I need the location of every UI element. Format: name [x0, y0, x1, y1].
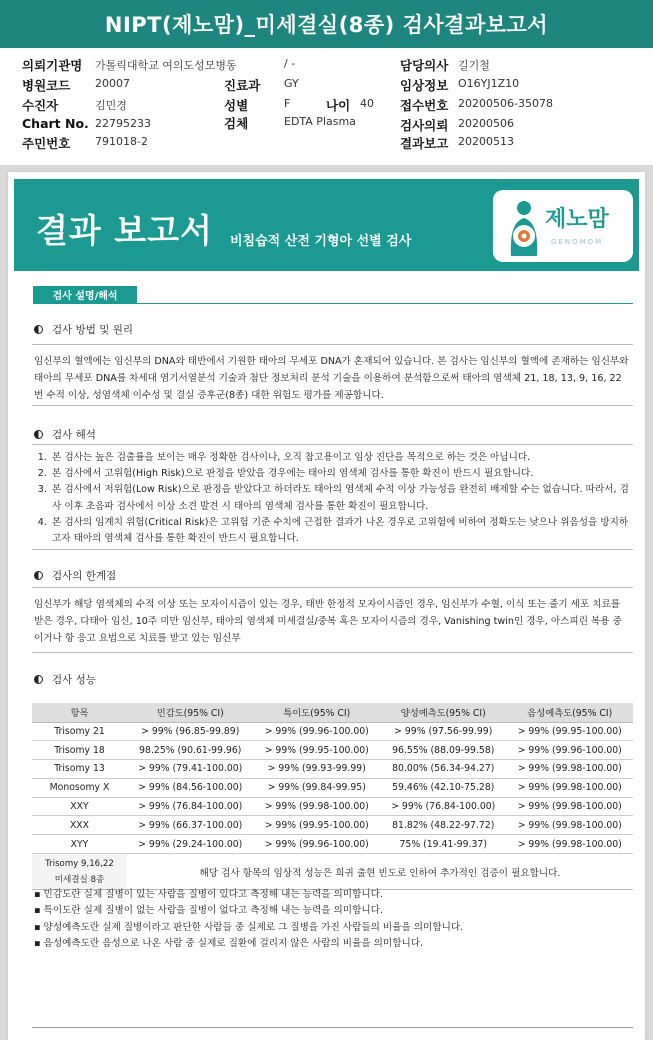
table-cell: > 99% (99.84-99.95): [254, 778, 381, 797]
chart-no-value: 22795233: [95, 117, 151, 130]
recipient-value: 김민경: [95, 99, 127, 112]
method-heading: [34, 322, 133, 337]
banner-subtitle: 비침습적 산전 기형아 선별 검사: [230, 234, 412, 249]
table-row-extra: [32, 854, 633, 890]
table-cell: > 99% (99.95-100.00): [507, 722, 634, 741]
table-cell: > 99% (97.56-99.99): [380, 722, 507, 741]
table-row: [32, 835, 633, 854]
sex-label: 성별: [224, 98, 249, 113]
table-cell: > 99% (99.95-100.00): [254, 741, 381, 760]
table-cell: > 99% (99.98-100.00): [507, 835, 634, 854]
table-cell: 81.82% (48.22-97.72): [380, 816, 507, 835]
table-row: [32, 816, 633, 835]
table-cell: > 99% (99.95-100.00): [254, 816, 381, 835]
row-label-cell: Trisomy 13: [32, 760, 127, 779]
row-label-cell: XXX: [32, 816, 127, 835]
table-cell: > 99% (99.96-100.00): [507, 741, 634, 760]
table-cell: > 99% (99.98-100.00): [254, 797, 381, 816]
column-header: 양성예측도(95% CI): [380, 703, 507, 722]
age-value: 40: [360, 97, 374, 110]
table-cell: 96.55% (88.09-99.58): [380, 741, 507, 760]
table-cell: > 99% (99.93-99.99): [254, 760, 381, 779]
interpretation-heading-text: 검사 해석: [52, 429, 96, 441]
genomom-logo: [493, 190, 633, 262]
table-cell: > 99% (84.56-100.00): [127, 778, 254, 797]
table-cell: > 99% (99.98-100.00): [507, 778, 634, 797]
table-row: [32, 760, 633, 779]
table-row: [32, 722, 633, 741]
resident-no-label: 주민번호: [22, 136, 71, 151]
report-title: NIPT(제노맘)_미세결실(8종) 검사결과보고서: [104, 13, 549, 37]
table-cell: > 99% (76.84-100.00): [380, 797, 507, 816]
column-header: 항목: [32, 703, 127, 722]
extra-row-label-line: 미세결실 8종: [54, 874, 105, 885]
hospital-code-value: 20007: [95, 77, 130, 90]
report-date-label: 결과보고: [400, 136, 449, 151]
method-box: [32, 344, 633, 406]
report-title-bar: [0, 0, 653, 48]
section-tab: [33, 286, 137, 303]
table-cell: > 99% (99.98-100.00): [507, 760, 634, 779]
table-cell: 98.25% (90.61-99.96): [127, 741, 254, 760]
sex-value: F: [284, 97, 291, 110]
note-item: ▪ 음성예측도란 음성으로 나온 사람 중 실제로 질환에 걸리지 않은 사람의 비율을 의미합니다.: [34, 937, 424, 949]
request-date-value: 20200506: [458, 117, 514, 130]
interpretation-item: 2. 본 검사에서 고위험(High Risk)으로 판정을 받았을 경우에는 태아의 염색체 검사를 통한 확진이 반드시 필요합니다.: [50, 466, 629, 482]
interpretation-item: 1. 본 검사는 높은 검출률을 보이는 매우 정확한 검사이나, 오직 참고용이고 임상 진단을 목적으로 하는 것은 아닙니다.: [50, 450, 629, 466]
performance-table: [32, 703, 633, 890]
extra-row-text: 해당 검사 항목의 임상적 성능은 희귀 출현 빈도로 인하여 추가적인 검증이 필요합니다.: [127, 854, 633, 890]
banner-title: 결과 보고서: [36, 211, 213, 250]
resident-no-value: 791018-2: [95, 135, 148, 148]
performance-notes: [34, 887, 463, 952]
method-heading-text: 검사 방법 및 원리: [52, 324, 134, 336]
dept-value: GY: [284, 77, 299, 90]
row-label-cell: Trisomy 18: [32, 741, 127, 760]
report-banner: [14, 179, 639, 271]
row-label-cell: Trisomy 21: [32, 722, 127, 741]
row-label-cell: Monosomy X: [32, 778, 127, 797]
footer-divider: [32, 1027, 633, 1028]
table-header-row: [32, 703, 633, 722]
table-row: [32, 778, 633, 797]
table-cell: 75% (19.41-99.37): [380, 835, 507, 854]
doctor-value: 길기철: [458, 59, 490, 72]
column-header: 특이도(95% CI): [254, 703, 381, 722]
receipt-no-value: 20200506-35078: [458, 97, 553, 110]
half-circle-bullet-icon: [34, 571, 43, 580]
interpretation-heading: [34, 427, 96, 442]
table-cell: > 99% (99.98-100.00): [507, 816, 634, 835]
limitations-heading: [34, 568, 116, 583]
performance-heading: [34, 672, 96, 687]
hospital-code-label: 병원코드: [22, 78, 71, 93]
table-cell: 59.46% (42.10-75.28): [380, 778, 507, 797]
table-cell: > 99% (99.96-100.00): [254, 835, 381, 854]
interpretation-list: [32, 445, 633, 547]
clinical-info-label: 임상정보: [400, 78, 449, 93]
limitations-text: 임신부가 해당 염색체의 수적 이상 또는 모자이시즘이 있는 경우, 태반 한정적 모자이시즘인 경우, 임신부가 수혈, 이식 또는 줄기 세포 치료를 받은 경우, 다태아 임신, 10주 미만 임신부, 태아의 염색체 미세결실/중복 혹은 모자이시즘의 경우, Vanishing twin인 경우, 아스피린 복용 중이거나 항 응고 요법으로 치료를 받고 있는 임신부: [34, 599, 622, 644]
half-circle-bullet-icon: [34, 430, 43, 439]
table-row: [32, 797, 633, 816]
limitations-heading-text: 검사의 한계점: [52, 570, 117, 582]
performance-heading-text: 검사 성능: [52, 674, 96, 686]
table-cell: 80.00% (56.34-94.27): [380, 760, 507, 779]
institution-value: 가톨릭대학교 여의도성모병동: [95, 59, 237, 72]
logo-text: 제노맘: [545, 207, 609, 232]
column-header: 민감도(95% CI): [127, 703, 254, 722]
dept-label: 진료과: [224, 78, 261, 93]
specimen-value: EDTA Plasma: [284, 115, 356, 128]
request-date-label: 검사의뢰: [400, 118, 449, 133]
clinical-info-value: O16YJ1Z10: [458, 77, 520, 90]
doctor-label: 담당의사: [400, 58, 449, 73]
half-circle-bullet-icon: [34, 675, 43, 684]
table-row: [32, 741, 633, 760]
interpretation-box: [32, 444, 633, 550]
table-cell: > 99% (76.84-100.00): [127, 797, 254, 816]
note-item: ▪ 특이도란 실제 질병이 없는 사람을 질병이 없다고 측정해 내는 능력을 의미합니다.: [34, 905, 383, 917]
report-date-value: 20200513: [458, 135, 514, 148]
genomom-mother-icon: [499, 196, 549, 256]
interpretation-item: 4. 본 검사의 임계치 위험(Critical Risk)은 고위험 기준 수치에 근접한 결과가 나온 경우로 고위험에 비하여 정확도는 낮으나 위음성을 방지하고자 태아의 염색체 검사를 통한 확진이 반드시 필요합니다.: [50, 515, 629, 547]
limitations-box: [32, 587, 633, 653]
extra-row-label: [32, 854, 127, 890]
age-label: 나이: [326, 98, 351, 113]
interpretation-item: 3. 본 검사에서 저위험(Low Risk)으로 판정을 받았다고 하더라도 태아의 염색체 수적 이상 가능성을 완전히 배제할 수는 없습니다. 따라서, 검사 이후 초음파 검사에서 이상 소견 발견 시 태아의 염색체 검사를 통한 확진이 필요합니다.: [50, 482, 629, 514]
column-header: 음성예측도(95% CI): [507, 703, 634, 722]
section-divider: [33, 303, 633, 304]
table-cell: > 99% (99.98-100.00): [507, 797, 634, 816]
table-cell: > 99% (66.37-100.00): [127, 816, 254, 835]
institution-label: 의뢰기관명: [22, 58, 83, 73]
patient-info-panel: [0, 48, 653, 165]
half-circle-bullet-icon: [34, 325, 43, 334]
extra-row-label-line: Trisomy 9,16,22: [45, 858, 114, 869]
chart-no-label: Chart No.: [22, 116, 89, 131]
receipt-no-label: 접수번호: [400, 98, 449, 113]
specimen-label: 검체: [224, 116, 249, 131]
table-cell: > 99% (99.96-100.00): [254, 722, 381, 741]
report-page: [8, 172, 645, 1040]
note-item: ▪ 민감도란 실제 질병이 있는 사람을 질병이 있다고 측정해 내는 능력을 의미합니다.: [34, 889, 383, 900]
method-text: 임신부의 혈액에는 임신부의 DNA와 태반에서 기원한 태아의 무세포 DNA가 혼재되어 있습니다. 본 검사는 임신부의 혈액에 존재하는 임신부와 태아의 무세포 DNA를 차세대 염기서열분석 기술과 첨단 정보처리 분석 기술을 이용하여 분석함으로써 태아의 염색체 21, 18, 13, 9, 16, 22번 수적 이상, 성염색체 이수성 및 결실 증후군(8종) 대한 위험도 평가를 제공합니다.: [34, 356, 629, 401]
note-item: ▪ 양성예측도란 실제 질병이라고 판단한 사람들 중 실제로 그 질병을 가진 사람들의 비율을 의미합니다.: [34, 921, 464, 933]
table-cell: > 99% (29.24-100.00): [127, 835, 254, 854]
row-label-cell: XYY: [32, 835, 127, 854]
logo-subtext: GENOMOM: [551, 238, 604, 246]
ward-value: / -: [284, 57, 296, 70]
table-cell: > 99% (96.85-99.89): [127, 722, 254, 741]
section-tab-label: 검사 설명/해석: [52, 291, 118, 302]
row-label-cell: XXY: [32, 797, 127, 816]
recipient-label: 수진자: [22, 98, 59, 113]
table-cell: > 99% (79.41-100.00): [127, 760, 254, 779]
